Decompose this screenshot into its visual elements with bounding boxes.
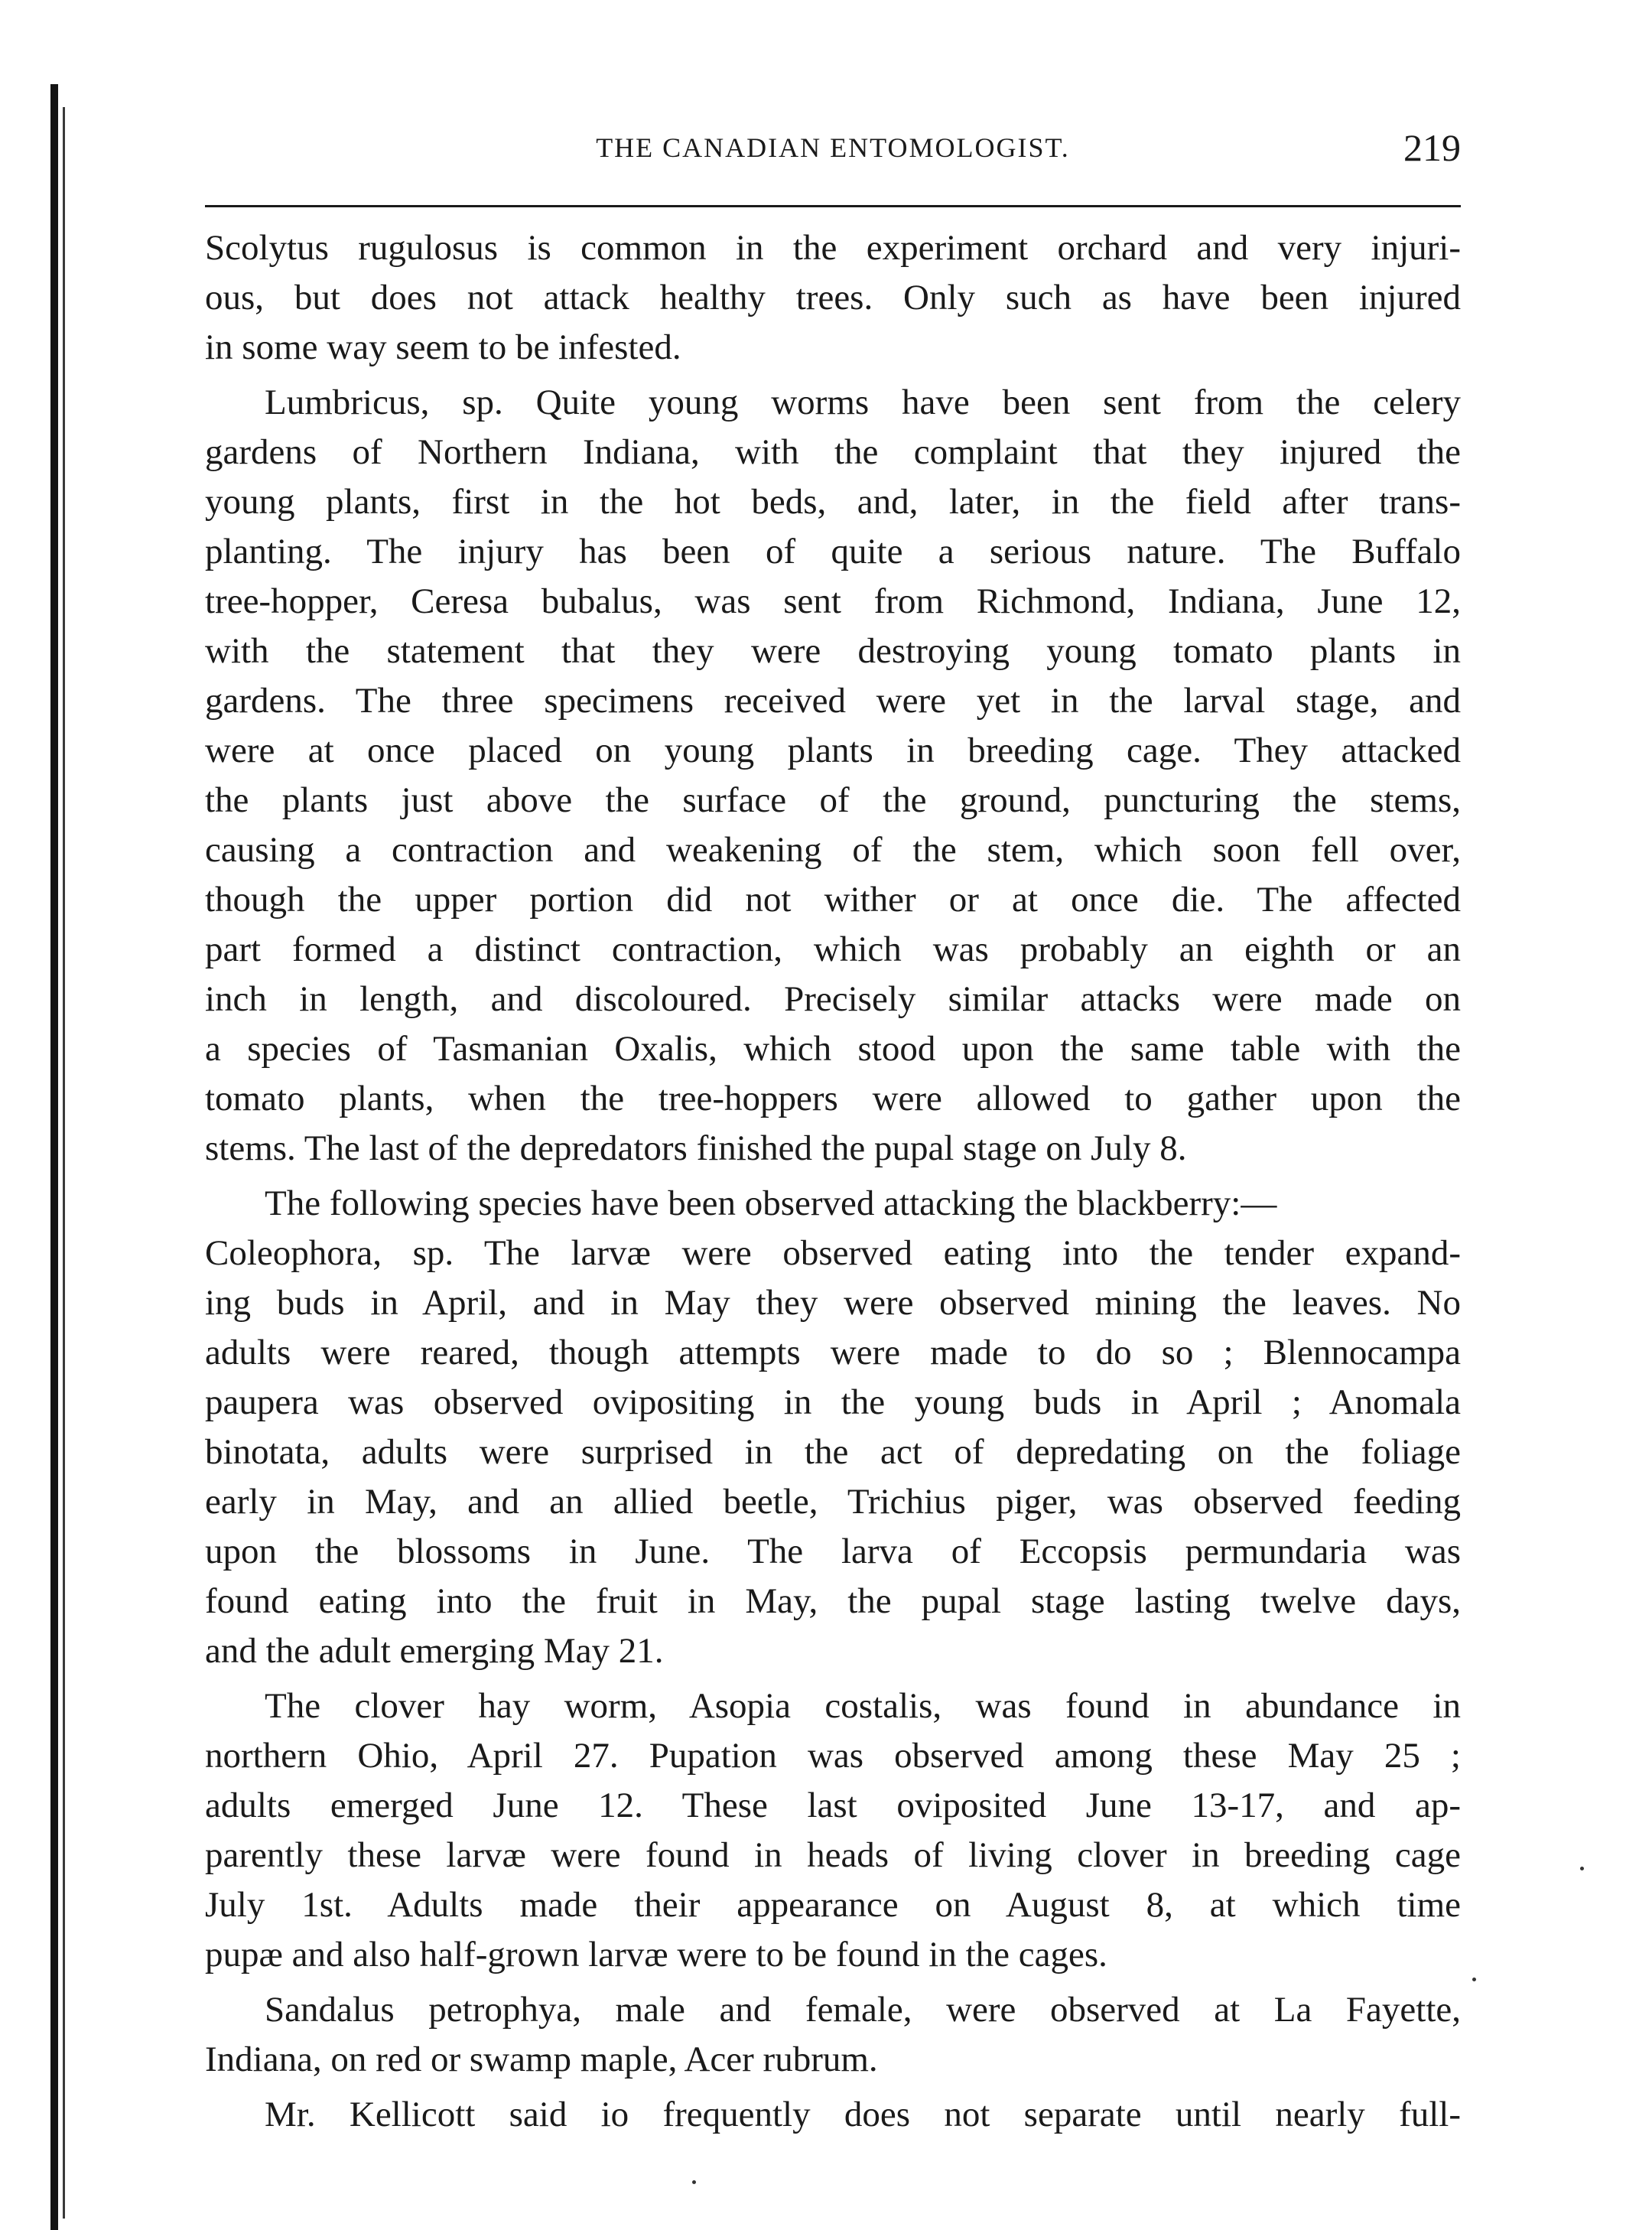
text-line: the plants just above the surface of the ground, puncturing the stems, — [205, 780, 1461, 820]
running-title: THE CANADIAN ENTOMOLOGIST. — [596, 132, 1070, 163]
text-line: a species of Tasmanian Oxalis, which stood upon the same table with the — [205, 1029, 1461, 1069]
text-line: upon the blossoms in June. The larva of Eccopsis permundaria was — [205, 1532, 1461, 1571]
paragraph — [205, 1985, 1461, 2085]
text-line: in some way seem to be infested. — [205, 327, 681, 367]
text-line: gardens. The three specimens received were yet in the larval stage, and — [205, 681, 1461, 721]
text-line: tree-hopper, Ceresa bubalus, was sent from Richmond, Indiana, June 12, — [205, 581, 1461, 621]
paragraph — [205, 1681, 1461, 1980]
text-line: Mr. Kellicott said io frequently does not separate until nearly full- — [265, 2095, 1461, 2134]
text-line: Scolytus rugulosus is common in the experiment orchard and very injuri- — [205, 228, 1461, 268]
text-line: tomato plants, when the tree-hoppers were allowed to gather upon the — [205, 1079, 1461, 1118]
scan-binding-edge — [50, 84, 58, 2230]
text-line: inch in length, and discoloured. Precisely similar attacks were made on — [205, 979, 1461, 1019]
paragraph — [205, 2090, 1461, 2140]
text-line: Sandalus petrophya, male and female, were observed at La Fayette, — [265, 1990, 1461, 2030]
text-line: ing buds in April, and in May they were observed mining the leaves. No — [205, 1283, 1461, 1323]
text-line: young plants, first in the hot beds, and, later, in the field after trans- — [205, 482, 1461, 522]
text-line: Coleophora, sp. The larvæ were observed eating into the tender expand- — [205, 1233, 1461, 1273]
page-header — [205, 126, 1461, 185]
text-line: adults were reared, though attempts were made to do so ; Blennocampa — [205, 1333, 1461, 1372]
text-line: part formed a distinct contraction, which was probably an eighth or an — [205, 929, 1461, 969]
header-rule — [205, 205, 1461, 207]
text-line: parently these larvæ were found in heads of living clover in breeding cage — [205, 1835, 1461, 1875]
text-line: causing a contraction and weakening of the stem, which soon fell over, — [205, 830, 1461, 870]
text-line: were at once placed on young plants in breeding cage. They attacked — [205, 731, 1461, 770]
text-line: July 1st. Adults made their appearance on August 8, at which time — [205, 1885, 1461, 1925]
text-line: northern Ohio, April 27. Pupation was observed among these May 25 ; — [205, 1736, 1461, 1776]
paragraph — [205, 223, 1461, 373]
text-line: Indiana, on red or swamp maple, Acer rubrum. — [205, 2040, 878, 2079]
text-line: planting. The injury has been of quite a serious nature. The Buffalo — [205, 532, 1461, 571]
text-line: Lumbricus, sp. Quite young worms have been sent from the celery — [265, 383, 1461, 422]
text-line: stems. The last of the depredators finished the pupal stage on July 8. — [205, 1128, 1187, 1168]
paragraph — [205, 378, 1461, 1174]
text-line: and the adult emerging May 21. — [205, 1631, 664, 1671]
page-number: 219 — [1403, 126, 1461, 169]
text-line: paupera was observed ovipositing in the young buds in April ; Anomala — [205, 1382, 1461, 1422]
scan-binding-edge-inner — [63, 107, 65, 2219]
text-line: though the upper portion did not wither or at once die. The affected — [205, 880, 1461, 920]
text-line: found eating into the fruit in May, the pupal stage lasting twelve days, — [205, 1581, 1461, 1621]
text-line: gardens of Northern Indiana, with the complaint that they injured the — [205, 432, 1461, 472]
text-line: The clover hay worm, Asopia costalis, was found in abundance in — [265, 1686, 1461, 1726]
text-line: with the statement that they were destroying young tomato plants in — [205, 631, 1461, 671]
text-line: binotata, adults were surprised in the act of depredating on the foliage — [205, 1432, 1461, 1472]
body-text — [205, 223, 1461, 2140]
text-line: ous, but does not attack healthy trees. Only such as have been injured — [205, 278, 1461, 317]
paragraph — [205, 1179, 1461, 1676]
text-line: pupæ and also half-grown larvæ were to be found in the cages. — [205, 1935, 1107, 1974]
text-line: adults emerged June 12. These last oviposited June 13-17, and ap- — [205, 1786, 1461, 1825]
text-line: early in May, and an allied beetle, Trichius piger, was observed feeding — [205, 1482, 1461, 1522]
text-line: The following species have been observed attacking the blackberry:— — [265, 1183, 1277, 1223]
